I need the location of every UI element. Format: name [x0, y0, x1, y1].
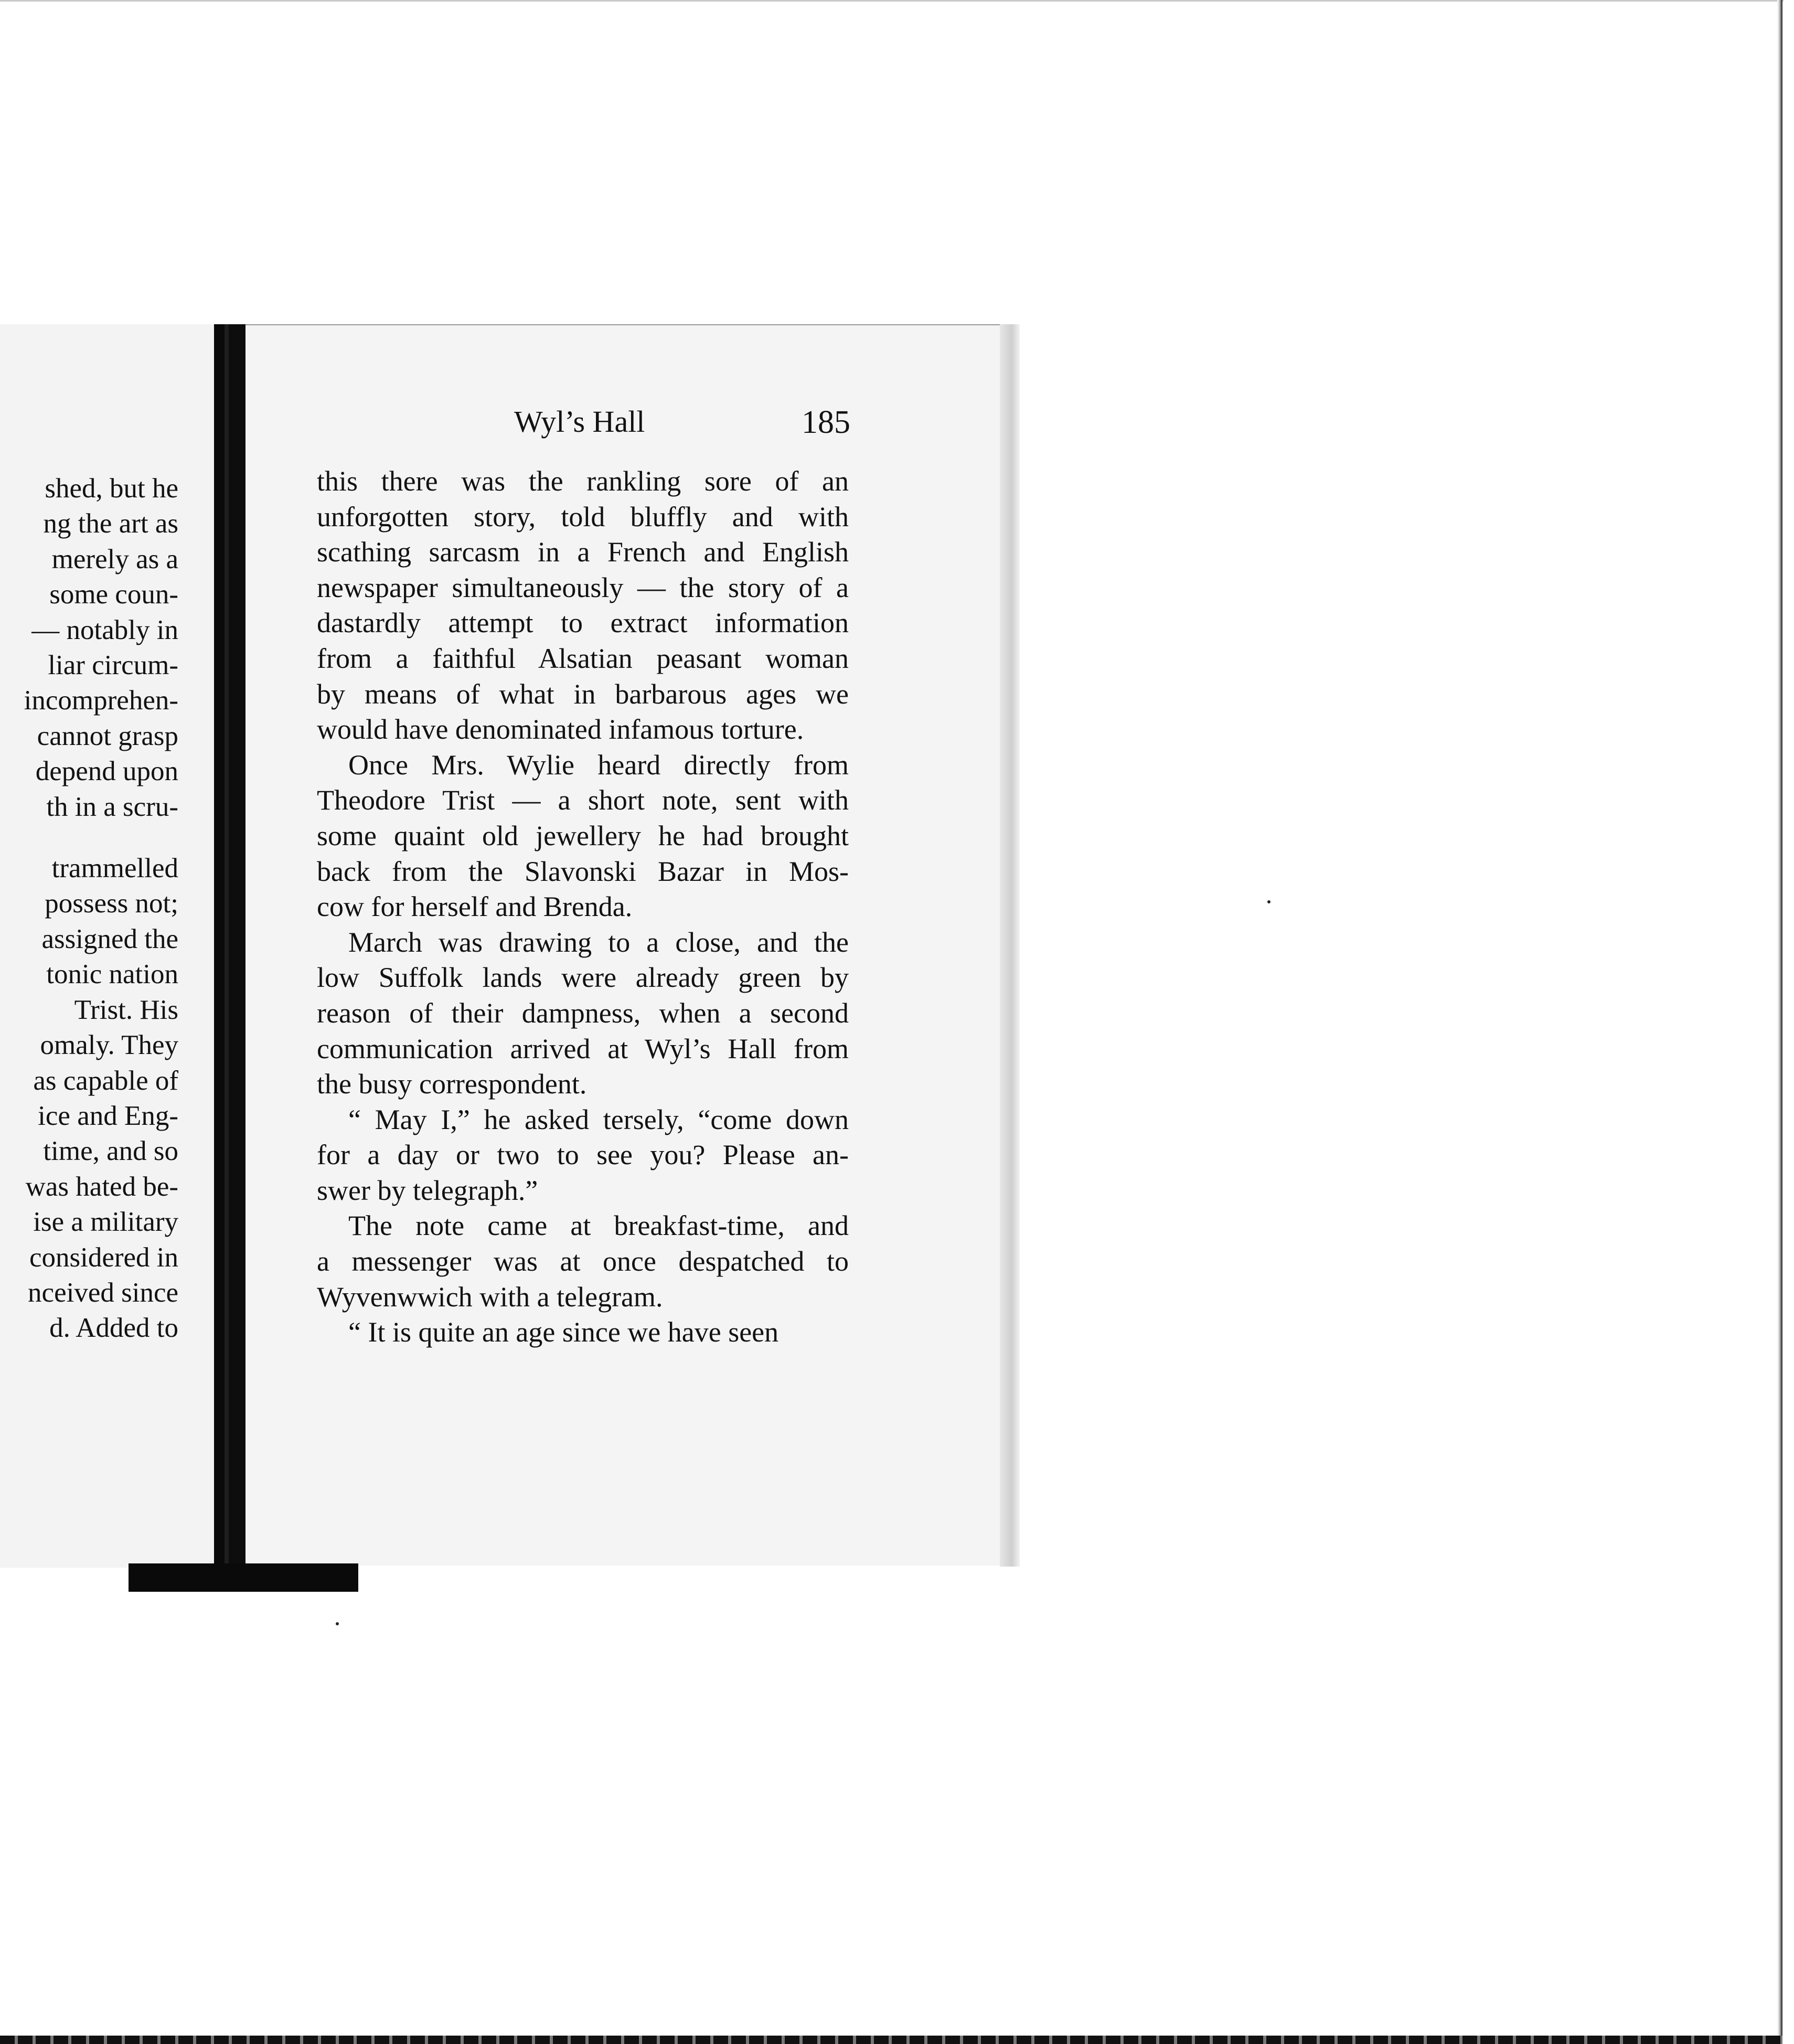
- left-page-line: as capable of: [33, 1065, 178, 1096]
- text-line: unforgotten story, told bluffly and with: [317, 501, 849, 533]
- scan-right-edge: [1777, 0, 1782, 2044]
- text-line: some quaint old jewellery he had brought: [317, 819, 849, 851]
- paragraph: [317, 1315, 849, 1350]
- scan-speck: [336, 1622, 339, 1625]
- scan-bottom-edge: [0, 2036, 1782, 2044]
- paragraph: [317, 1208, 849, 1315]
- running-head: Wyl’s Hall: [514, 404, 645, 439]
- left-page-line: time, and so: [43, 1136, 178, 1167]
- left-page-line: ice and Eng-: [38, 1100, 178, 1131]
- left-page-line: some coun-: [49, 579, 178, 610]
- text-line: back from the Slavonski Bazar in Mos-: [317, 855, 849, 887]
- paragraph: [317, 925, 849, 1102]
- text-line: newspaper simultaneously — the story of a: [317, 571, 849, 603]
- paragraph: [317, 464, 849, 748]
- scan-speck: [1267, 900, 1270, 903]
- text-line: this there was the rankling sore of an: [317, 465, 849, 497]
- scan-top-edge: [0, 0, 1784, 2]
- scan-clamp-bar: [129, 1563, 358, 1592]
- left-page-line: d. Added to: [49, 1313, 178, 1344]
- text-line: by means of what in barbarous ages we: [317, 678, 849, 710]
- body-text: [317, 464, 849, 1350]
- left-page-line: trammelled: [51, 853, 178, 884]
- text-line: low Suffolk lands were already green by: [317, 962, 849, 994]
- left-page-line: liar circum-: [48, 650, 178, 681]
- text-line: Theodore Trist — a short note, sent with: [317, 784, 849, 816]
- left-page-line: merely as a: [51, 544, 178, 574]
- left-page-line: depend upon: [35, 756, 178, 787]
- text-line: The note came at breakfast-time, and: [348, 1210, 849, 1242]
- text-line: reason of their dampness, when a second: [317, 997, 849, 1029]
- left-page-blank-line: [0, 825, 178, 851]
- text-line: dastardly attempt to extract information: [317, 607, 849, 639]
- text-line: “ May I,” he asked tersely, “come down: [348, 1103, 849, 1135]
- text-line: scathing sarcasm in a French and English: [317, 536, 849, 568]
- left-page-line: nceived since: [28, 1277, 178, 1308]
- text-line: “ It is quite an age since we have seen: [348, 1316, 779, 1348]
- text-line: the busy correspondent.: [317, 1068, 587, 1100]
- left-page-line: ise a military: [33, 1207, 178, 1238]
- text-line: cow for herself and Brenda.: [317, 891, 633, 923]
- left-page: [0, 324, 220, 1568]
- page-edge-shadow: [1000, 324, 1020, 1567]
- left-page-line: incomprehen-: [24, 685, 178, 716]
- left-page-line: th in a scru-: [46, 791, 178, 822]
- page-number: 185: [802, 404, 850, 440]
- text-line: communication arrived at Wyl’s Hall from: [317, 1032, 849, 1064]
- left-page-line: — notably in: [31, 614, 178, 645]
- paragraph: [317, 1102, 849, 1209]
- text-line: Wyvenwwich with a telegram.: [317, 1281, 663, 1313]
- book-gutter: [214, 324, 245, 1564]
- text-line: a messenger was at once despatched to: [317, 1245, 849, 1278]
- text-line: swer by telegraph.”: [317, 1174, 538, 1206]
- left-page-text: [0, 471, 178, 1346]
- left-page-line: shed, but he: [45, 473, 178, 504]
- paragraph: [317, 748, 849, 925]
- left-page-line: Trist. His: [74, 994, 178, 1025]
- left-page-line: possess not;: [45, 888, 178, 919]
- text-line: would have denominated infamous torture.: [317, 714, 804, 746]
- text-line: Once Mrs. Wylie heard directly from: [348, 749, 849, 781]
- left-page-line: considered in: [29, 1242, 178, 1273]
- left-page-line: tonic nation: [46, 959, 178, 990]
- text-line: March was drawing to a close, and the: [348, 926, 849, 958]
- left-page-line: was hated be-: [25, 1171, 178, 1202]
- text-line: for a day or two to see you? Please an-: [317, 1139, 849, 1171]
- left-page-line: omaly. They: [40, 1030, 178, 1061]
- text-line: from a faithful Alsatian peasant woman: [317, 642, 849, 674]
- left-page-line: ng the art as: [43, 508, 178, 539]
- left-page-line: assigned the: [41, 923, 178, 954]
- left-page-line: cannot grasp: [37, 720, 178, 751]
